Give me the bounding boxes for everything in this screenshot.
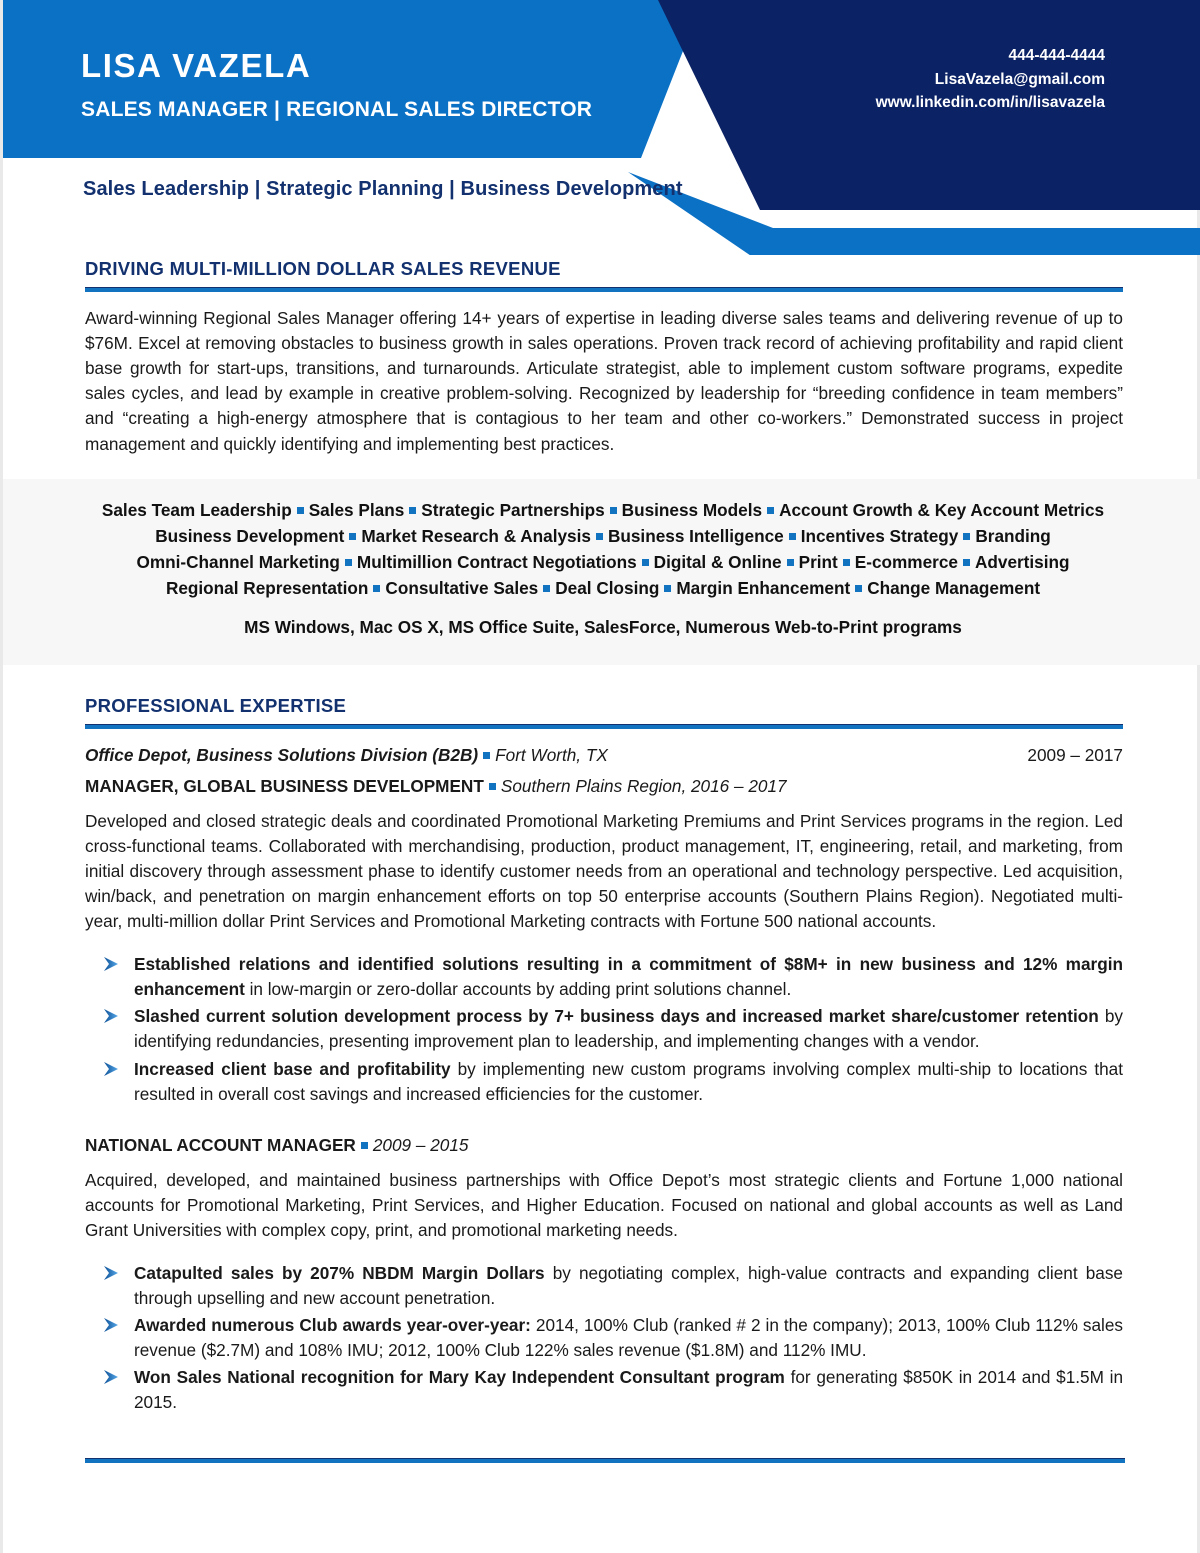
square-bullet-icon — [349, 533, 356, 540]
chevron-arrow-icon — [103, 1008, 120, 1024]
achievement-item — [85, 1313, 1123, 1363]
achievement-highlight: Established relations and identified solutions resulting in a commitment of $8M+ in new business and 12% margin enhancement — [134, 954, 1123, 1000]
resume-header — [3, 0, 1200, 255]
competency-row — [83, 524, 1123, 550]
job-entry — [85, 1133, 1123, 1416]
job-list — [85, 743, 1123, 1416]
achievement-item — [85, 1057, 1123, 1107]
experience-heading: PROFESSIONAL EXPERTISE — [85, 695, 347, 716]
square-bullet-icon — [767, 507, 774, 514]
core-competencies-band — [3, 479, 1200, 665]
achievement-text: in low-margin or zero-dollar accounts by adding print solutions channel. — [244, 979, 792, 1000]
square-bullet-icon — [963, 559, 970, 566]
competency-item: Print — [798, 551, 838, 572]
achievement-item — [85, 1004, 1123, 1054]
square-bullet-icon — [610, 507, 617, 514]
competency-row — [83, 576, 1123, 602]
achievement-item — [85, 952, 1123, 1002]
job-title: NATIONAL ACCOUNT MANAGER — [85, 1134, 356, 1155]
square-bullet-icon — [642, 559, 649, 566]
competency-item: Business Development — [155, 525, 345, 546]
chevron-arrow-icon — [103, 1265, 120, 1281]
job-dates: 2009 – 2017 — [1027, 745, 1123, 765]
job-title-line — [85, 774, 1123, 800]
competency-item: Account Growth & Key Account Metrics — [779, 500, 1105, 520]
experience-divider — [85, 724, 1123, 729]
achievement-text: by identifying redundancies, presenting improvement plan to leadership, and implementing changes with a vendor. — [134, 1006, 1123, 1052]
competency-item: Branding — [975, 525, 1051, 546]
achievement-item — [85, 1261, 1123, 1311]
job-title-line — [85, 1133, 1123, 1159]
square-bullet-icon — [483, 752, 490, 759]
candidate-name: LISA VAZELA — [81, 47, 312, 84]
competency-item: Sales Team Leadership — [101, 500, 292, 520]
chevron-arrow-icon — [103, 956, 120, 972]
job-company-line — [85, 743, 1123, 769]
job-title: MANAGER, GLOBAL BUSINESS DEVELOPMENT — [85, 775, 484, 796]
contact-phone[interactable]: 444-444-4444 — [1008, 47, 1105, 64]
job-description: Developed and closed strategic deals and coordinated Promotional Marketing Premiums and Print Services programs in the region. Led cross-functional teams. Collaborated with merchandising, production, product management, IT, engineering, retail, and marketing, from initial discovery through assessment phase to identify customer needs from an operational and technology perspective. Led acquisition, win/back, and penetration on margin enhancement efforts on top 50 enterprise accounts (Southern Plains Region). Negotiated multi-year, multi-million dollar Print Services and Promotional Marketing contracts with Fortune 500 national accounts. — [85, 810, 1123, 932]
competency-item: Omni-Channel Marketing — [136, 551, 340, 572]
summary-section — [3, 258, 1200, 457]
competency-item: Multimillion Contract Negotiations — [356, 551, 637, 572]
achievement-highlight: Catapulted sales by 207% NBDM Margin Dollars — [134, 1262, 545, 1283]
candidate-title: SALES MANAGER | REGIONAL SALES DIRECTOR — [81, 98, 593, 121]
achievement-highlight: Won Sales National recognition for Mary Kay Independent Consultant program — [134, 1367, 785, 1388]
competency-item: Business Intelligence — [607, 525, 784, 546]
achievement-highlight: Awarded numerous Club awards year-over-year: — [134, 1315, 531, 1336]
achievement-text: by implementing new custom programs involving complex multi-ship to locations that resulted in overall cost savings and increased efficiencies for the customer. — [134, 1058, 1123, 1104]
job-description: Acquired, developed, and maintained business partnerships with Office Depot’s most strategic clients and Fortune 1,000 national accounts for Promotional Marketing, Print Services, and Higher Education. Focused on national and global accounts as well as Land Grant Universities with complex copy, print, and promotional marketing needs. — [85, 1169, 1123, 1240]
chevron-arrow-icon — [103, 1061, 120, 1077]
core-competencies-list — [83, 498, 1123, 602]
square-bullet-icon — [596, 533, 603, 540]
competency-item: E-commerce — [854, 551, 958, 572]
footer-divider — [85, 1458, 1125, 1463]
achievement-text: for generating $850K in 2014 and $1.5M in 2015. — [134, 1367, 1124, 1413]
summary-heading: DRIVING MULTI-MILLION DOLLAR SALES REVENUE — [85, 258, 561, 279]
competency-item: Change Management — [867, 577, 1041, 598]
competency-item: Deal Closing — [555, 577, 660, 598]
competency-row — [83, 498, 1123, 524]
contact-email[interactable]: LisaVazela@gmail.com — [934, 70, 1105, 88]
square-bullet-icon — [963, 533, 970, 540]
square-bullet-icon — [361, 1142, 368, 1149]
header-shapes — [3, 0, 1200, 255]
square-bullet-icon — [855, 585, 862, 592]
square-bullet-icon — [489, 783, 496, 790]
square-bullet-icon — [787, 559, 794, 566]
job-company: Office Depot, Business Solutions Division (B2B) — [85, 745, 479, 765]
achievement-list — [85, 952, 1123, 1107]
achievement-list — [85, 1261, 1123, 1416]
competency-item: Sales Plans — [308, 500, 405, 520]
square-bullet-icon — [543, 585, 550, 592]
competency-item: Advertising — [974, 551, 1070, 572]
achievement-text: by negotiating complex, high-value contracts and expanding client base through upselling and new account penetration. — [134, 1262, 1123, 1309]
competency-item: Margin Enhancement — [676, 577, 851, 598]
contact-block — [876, 44, 1105, 115]
competency-item: Digital & Online — [653, 551, 782, 572]
summary-text: Award-winning Regional Sales Manager offering 14+ years of expertise in leading diverse sales teams and delivering revenue of up to $76M. Excel at removing obstacles to business growth in sales operations. Proven track record of achieving profitability and rapid client base growth for start-ups, transitions, and turnarounds. Articulate strategist, able to implement custom software programs, expedite sales cycles, and lead by example in creative problem-solving. Recognized by leadership for “breeding confidence in team members” and “creating a high-energy atmosphere that is contagious to her team and other co-workers.” Demonstrated success in project management and quickly identifying and implementing best practices. — [85, 308, 1123, 454]
competency-item: Market Research & Analysis — [361, 525, 591, 546]
square-bullet-icon — [843, 559, 850, 566]
job-title-meta: Southern Plains Region, 2016 – 2017 — [500, 775, 787, 796]
achievement-item — [85, 1365, 1123, 1415]
contact-linkedin[interactable]: www.linkedin.com/in/lisavazela — [875, 94, 1105, 112]
competency-item: Incentives Strategy — [800, 525, 959, 546]
achievement-highlight: Increased client base and profitability — [134, 1058, 451, 1079]
chevron-arrow-icon — [103, 1369, 120, 1385]
header-tagline: Sales Leadership | Strategic Planning | Business Development — [83, 178, 683, 200]
square-bullet-icon — [345, 559, 352, 566]
summary-divider — [85, 287, 1123, 292]
competency-item: Regional Representation — [165, 577, 369, 598]
square-bullet-icon — [664, 585, 671, 592]
job-title-meta: 2009 – 2015 — [372, 1134, 469, 1155]
job-entry — [85, 743, 1123, 1107]
square-bullet-icon — [789, 533, 796, 540]
square-bullet-icon — [409, 507, 416, 514]
achievement-text: 2014, 100% Club (ranked # 2 in the company); 2013, 100% Club 112% sales revenue ($2.7M) and 108% IMU; 2012, 100% Club 122% sales revenue ($1.8M) and 112% IMU. — [134, 1315, 1124, 1361]
competency-item: Strategic Partnerships — [421, 500, 605, 520]
achievement-highlight: Slashed current solution development process by 7+ business days and increased market share/customer retention — [134, 1006, 1099, 1027]
competency-item: Consultative Sales — [385, 577, 539, 598]
square-bullet-icon — [373, 585, 380, 592]
competency-item: Business Models — [621, 500, 763, 520]
technical-skills: MS Windows, Mac OS X, MS Office Suite, SalesForce, Numerous Web-to-Print programs — [244, 617, 962, 637]
square-bullet-icon — [297, 507, 304, 514]
experience-section — [3, 695, 1200, 1418]
chevron-arrow-icon — [103, 1317, 120, 1333]
job-location: Fort Worth, TX — [495, 745, 608, 765]
competency-row — [83, 550, 1123, 576]
